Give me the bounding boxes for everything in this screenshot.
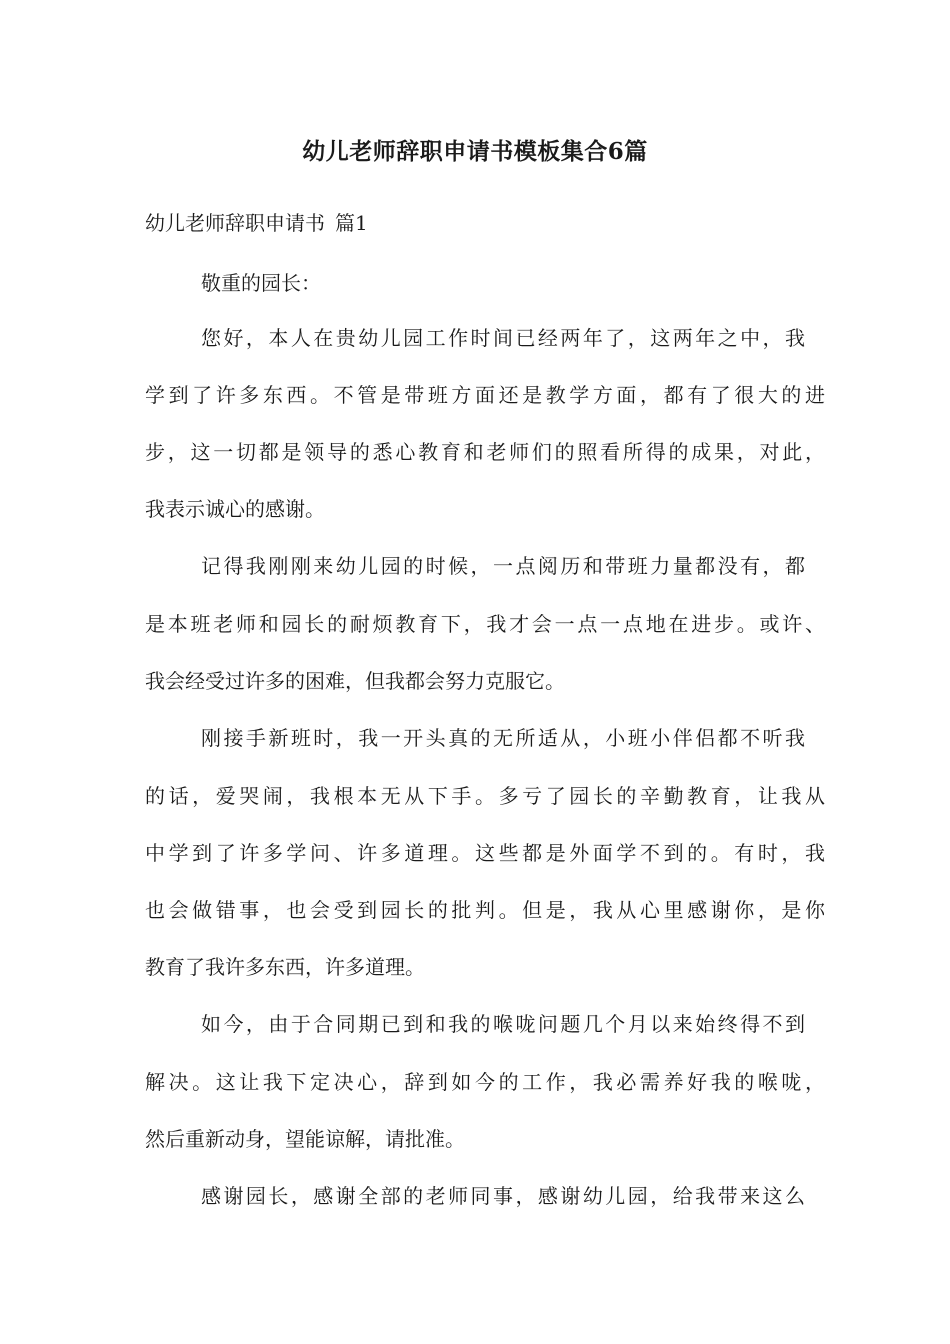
- body-line: 教育了我许多东西，许多道理。: [145, 955, 425, 979]
- document-title: 幼儿老师辞职申请书模板集合6篇: [302, 138, 648, 165]
- body-line: 解决。这让我下定决心，辞到如今的工作，我必需养好我的喉咙，: [145, 1070, 825, 1094]
- body-line: 然后重新动身，望能谅解，请批准。: [145, 1127, 465, 1151]
- section-name: 幼儿老师辞职申请书: [145, 211, 325, 235]
- body-line: 的话，爱哭闹，我根本无从下手。多亏了园长的辛勤教育，让我从: [145, 784, 825, 808]
- section-label: 篇1: [335, 211, 368, 235]
- body-line: 您好，本人在贵幼儿园工作时间已经两年了，这两年之中，我: [201, 326, 805, 350]
- body-line: 如今，由于合同期已到和我的喉咙问题几个月以来始终得不到: [201, 1012, 805, 1036]
- section-heading: [145, 206, 368, 240]
- body-line: 我会经受过许多的困难，但我都会努力克服它。: [145, 669, 565, 693]
- salutation-line: 敬重的园长：: [201, 271, 321, 295]
- body-line: 我表示诚心的感谢。: [145, 497, 325, 521]
- body-line: 也会做错事，也会受到园长的批判。但是，我从心里感谢你，是你: [145, 898, 825, 922]
- body-line: 学到了许多东西。不管是带班方面还是教学方面，都有了很大的进: [145, 383, 825, 407]
- body-line: 感谢园长，感谢全部的老师同事，感谢幼儿园，给我带来这么: [201, 1184, 805, 1208]
- body-line: 刚接手新班时，我一开头真的无所适从，小班小伴侣都不听我: [201, 726, 805, 750]
- body-line: 是本班老师和园长的耐烦教育下，我才会一点一点地在进步。或许、: [145, 612, 825, 636]
- body-line: 记得我刚刚来幼儿园的时候，一点阅历和带班力量都没有，都: [201, 554, 805, 578]
- body-line: 步，这一切都是领导的悉心教育和老师们的照看所得的成果，对此，: [145, 440, 825, 464]
- body-line: 中学到了许多学问、许多道理。这些都是外面学不到的。有时，我: [145, 841, 825, 865]
